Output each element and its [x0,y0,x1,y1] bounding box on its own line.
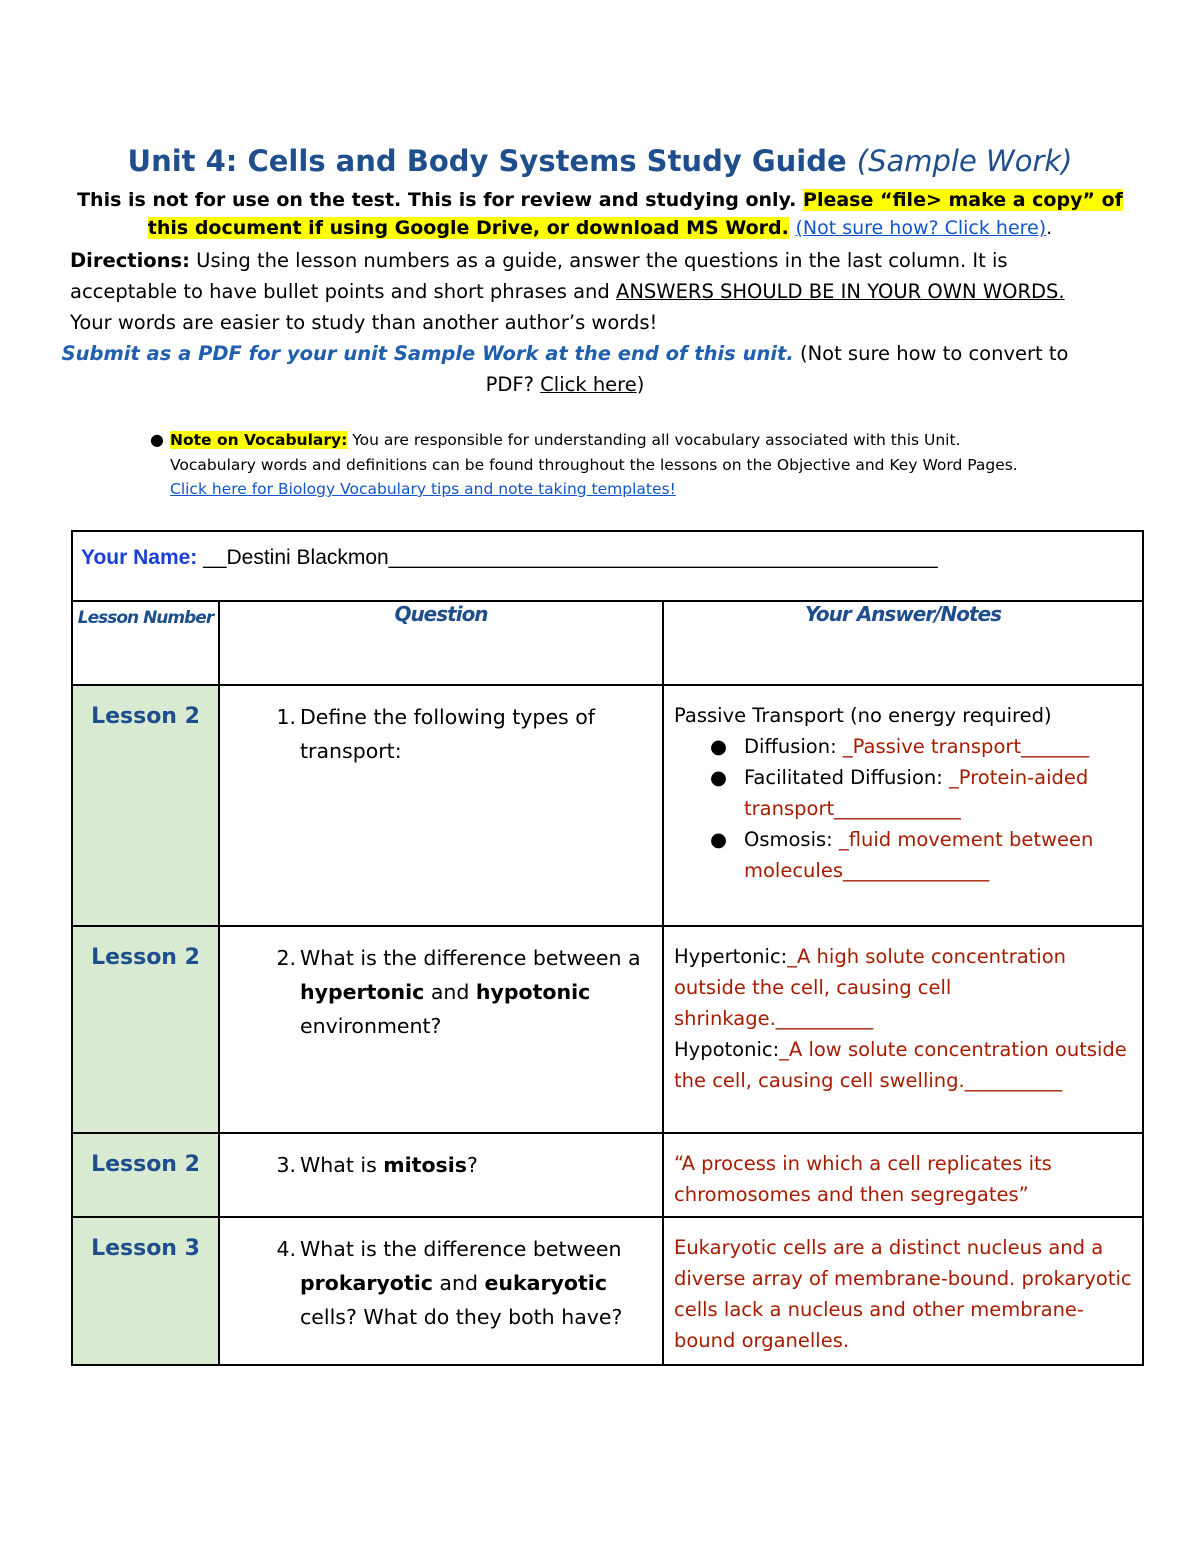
submit-blue-text: Submit as a PDF for your unit Sample Work at the end of this unit. [61,342,794,365]
intro-highlight-1: Please “file> make a copy” of [803,189,1123,211]
question-text [300,1148,655,1182]
question-term: hypertonic [300,980,425,1004]
hypertonic-answer: _A high solute concentration outside the cell, causing cell shrinkage.__________ [674,945,1067,1030]
answer-bullet-list [674,731,1134,886]
study-guide-table [71,530,1144,1366]
question-number: 3. [276,1153,296,1177]
title-sub: (Sample Work) [856,144,1073,178]
intro-end: . [1046,217,1053,239]
name-label: Your Name: [81,546,198,569]
header-question: Question [219,601,663,685]
bullet-label: Osmosis: [744,828,839,851]
directions-text-2: Your words are easier to study than another author’s words! [70,311,658,334]
hypotonic-answer: _A low solute concentration outside the cell, causing cell swelling.__________ [674,1038,1127,1092]
list-item [674,762,1134,824]
lesson-cell: Lesson 2 [72,1133,219,1217]
vocab-tips-link[interactable]: Click here for Biology Vocabulary tips and note taking templates! [170,480,676,498]
header-lesson-number: Lesson Number [72,601,219,685]
question-cell [219,926,663,1133]
directions-underlined: ANSWERS SHOULD BE IN YOUR OWN WORDS. [615,280,1065,303]
question-number: 4. [276,1237,296,1261]
table-row [72,926,1143,1133]
submit-plain-text: (Not sure how to convert to PDF? [485,342,1069,396]
directions-text-1: Using the lesson numbers as a guide, answer the questions in the last column. It is acceptable to have bullet points and short phrases and [70,249,1008,303]
hypertonic-label: Hypertonic: [674,945,788,968]
question-part: cells? What do they both have? [300,1305,623,1329]
directions [70,245,1070,338]
bullet-icon: ● [710,828,728,851]
intro-highlight-2: this document if using Google Drive, or download MS Word. [147,217,789,239]
question-part: What is [300,1153,384,1177]
question-term: hypotonic [475,980,591,1004]
answer-cell[interactable] [663,926,1143,1133]
submit-note [60,338,1070,400]
question-text [300,941,655,1043]
answer-intro: Passive Transport (no energy required) [674,704,1052,727]
bullet-icon: ● [710,766,728,789]
list-item [674,731,1134,762]
vocab-text: You are responsible for understanding all vocabulary associated with this Unit. Vocabulary words and definitions can be found throughout the lessons on the Objective and Key Word Pages. [170,431,1018,474]
name-cell[interactable] [72,531,1143,601]
vocab-label: Note on Vocabulary: [170,431,348,449]
question-part: and [424,980,476,1004]
name-row [72,531,1143,601]
question-part: ? [466,1153,478,1177]
bullet-value: _Passive transport_______ [842,735,1090,758]
not-sure-how-link[interactable]: (Not sure how? Click here) [795,217,1047,239]
lesson-cell: Lesson 2 [72,685,219,926]
hypotonic-label: Hypotonic: [674,1038,780,1061]
bullet-label: Facilitated Diffusion: [744,766,950,789]
page-title [0,144,1200,178]
name-value: __Destini Blackmon_______________________________________________ [197,546,938,569]
question-term: eukaryotic [484,1271,607,1295]
table-row [72,1133,1143,1217]
bullet-value: _Protein-aided transport_____________ [744,766,1089,820]
question-number: 1. [276,705,296,729]
table-row [72,685,1143,926]
answer-cell[interactable]: Eukaryotic cells are a distinct nucleus and a diverse array of membrane-bound. prokaryotic cells lack a nucleus and other membrane-bound organelles. [663,1217,1143,1365]
question-term: mitosis [383,1153,467,1177]
question-part: What is the difference between a [300,946,641,970]
lesson-cell: Lesson 2 [72,926,219,1133]
question-term: prokaryotic [300,1271,433,1295]
intro-notice [0,186,1200,242]
header-row [72,601,1143,685]
intro-plain: This is not for use on the test. This is for review and studying only. [77,189,797,211]
bullet-icon: ● [710,735,728,758]
question-cell [219,1133,663,1217]
table-row [72,1217,1143,1365]
bullet-icon: ● [150,430,164,449]
question-part: and [432,1271,485,1295]
question-cell [219,685,663,926]
bullet-label: Diffusion: [744,735,843,758]
question-text: Define the following types of transport: [300,705,596,763]
lesson-cell: Lesson 3 [72,1217,219,1365]
question-part: environment? [300,1014,442,1038]
pdf-click-here-link[interactable]: Click here [540,373,637,396]
answer-cell[interactable]: “A process in which a cell replicates its chromosomes and then segregates” [663,1133,1143,1217]
header-answer: Your Answer/Notes [663,601,1143,685]
question-cell [219,1217,663,1365]
answer-cell[interactable] [663,685,1143,926]
vocab-note [150,428,1050,502]
question-text [300,1232,655,1334]
list-item [674,824,1134,886]
question-part: What is the difference between [300,1237,622,1261]
question-number: 2. [276,946,296,970]
directions-label: Directions: [70,249,190,272]
title-main: Unit 4: Cells and Body Systems Study Guide [127,144,847,178]
bullet-value: _fluid movement between molecules_______________ [744,828,1094,882]
submit-end: ) [636,373,645,396]
